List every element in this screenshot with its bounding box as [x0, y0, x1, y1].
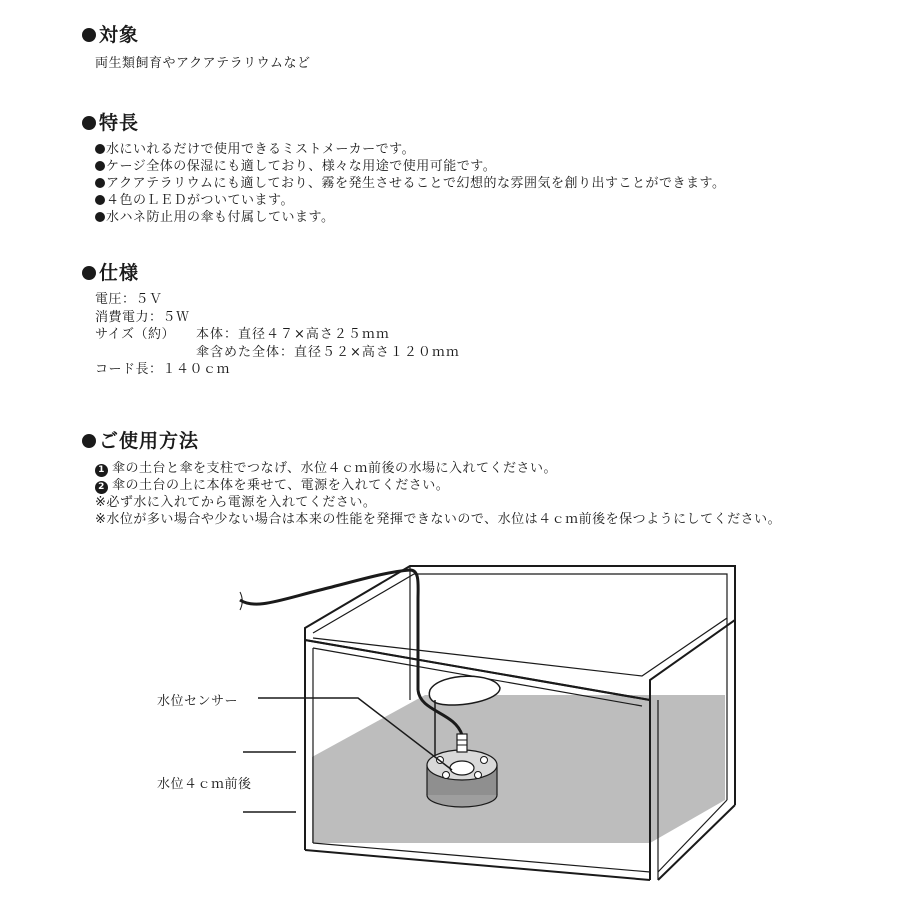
- water-level-label: 水位４ｃｍ前後: [157, 777, 252, 792]
- target-text: 両生類飼育やアクアテラリウムなど: [95, 56, 311, 71]
- led-icon: [475, 772, 482, 779]
- feature-item-text: 水にいれるだけで使用できるミストメーカーです。: [106, 142, 416, 157]
- water-level-sensor: [450, 761, 474, 775]
- usage-note-1: ※必ず水に入れてから電源を入れてください。: [95, 495, 377, 510]
- usage-step-text: 傘の土台の上に本体を乗せて、電源を入れてください。: [112, 478, 450, 493]
- step-number-badge: 2: [95, 481, 108, 494]
- spec-cord: コード長：１４０ｃｍ: [95, 362, 231, 377]
- spec-size-body: 本体：直径４７×高さ２５ｍｍ: [196, 327, 390, 342]
- spec-power: 消費電力：５Ｗ: [95, 310, 190, 325]
- usage-step-text: 傘の土台と傘を支柱でつなげ、水位４ｃｍ前後の水場に入れてください。: [112, 461, 557, 476]
- cord-connector: [457, 734, 467, 752]
- spec-size-label: サイズ（約）: [95, 327, 175, 342]
- usage-note-2: ※水位が多い場合や少ない場合は本来の性能を発揮できないので、水位は４ｃｍ前後を保つようにしてください。: [95, 512, 782, 527]
- specs-heading-text: 仕様: [99, 262, 140, 284]
- tank-edge: [313, 843, 650, 872]
- sensor-label: 水位センサー: [157, 694, 239, 709]
- target-heading-text: 対象: [99, 24, 140, 46]
- usage-heading-text: ご使用方法: [99, 430, 200, 452]
- tank-rim-inner: [313, 574, 727, 676]
- led-icon: [481, 757, 488, 764]
- tank-top-rim: [305, 566, 735, 700]
- tank-edge: [305, 850, 650, 880]
- spec-size-total: 傘含めた全体：直径５２×高さ１２０ｍｍ: [196, 345, 460, 360]
- led-icon: [443, 772, 450, 779]
- feature-item-text: 水ハネ防止用の傘も付属しています。: [106, 210, 335, 225]
- features-heading-text: 特長: [99, 112, 140, 134]
- water-area: [312, 695, 725, 843]
- power-cord: [240, 570, 418, 690]
- spec-voltage: 電圧：５Ｖ: [95, 292, 163, 307]
- feature-item-text: アクアテラリウムにも適しており、霧を発生させることで幻想的な雰囲気を創り出すことができます。: [106, 176, 726, 191]
- feature-item-text: ケージ全体の保湿にも適しており、様々な用途で使用可能です。: [106, 159, 497, 174]
- step-number-badge: 1: [95, 464, 108, 477]
- feature-item-text: ４色のＬＥＤがついています。: [106, 193, 294, 208]
